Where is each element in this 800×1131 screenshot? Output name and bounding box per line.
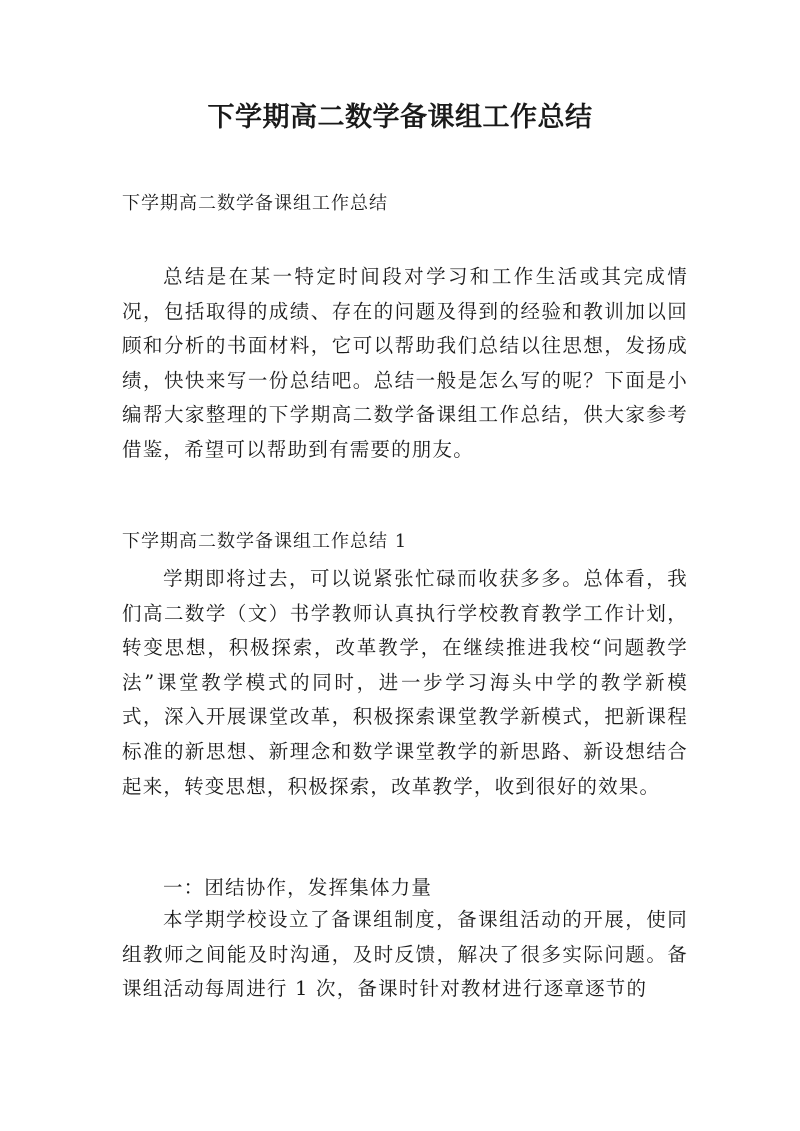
point-1-paragraph: 本学期学校设立了备课组制度，备课组活动的开展，使同组教师之间能及时沟通，及时反馈，解决了很多实际问题。备课组活动每周进行 1 次，备课时针对教材进行逐章逐节的 <box>122 908 688 1001</box>
section-1-paragraph: 学期即将过去，可以说紧张忙碌而收获多多。总体看，我们高二数学（文）书学教师认真执行学校教育教学工作计划，转变思想，积极探索，改革教学，在继续推进我校“问题教学法”课堂教学模式的同时，进一步学习海头中学的教学新模式，深入开展课堂改革，积极探索课堂教学新模式，把新课程标准的新思想、新理念和数学课堂教学的新思路、新设想结合起来，转变思想，积极探索，改革教学，收到很好的效果。 <box>122 567 688 798</box>
document-subtitle: 下学期高二数学备课组工作总结 <box>122 193 388 214</box>
intro-paragraph: 总结是在某一特定时间段对学习和工作生活或其完成情况，包括取得的成绩、存在的问题及得到的经验和教训加以回顾和分析的书面材料，它可以帮助我们总结以往思想，发扬成绩，快快来写一份总结吧。总结一般是怎么写的呢？下面是小编帮大家整理的下学期高二数学备课组工作总结，供大家参考借鉴，希望可以帮助到有需要的朋友。 <box>122 265 688 461</box>
point-1-heading: 一：团结协作，发挥集体力量 <box>162 876 433 899</box>
section-1-heading: 下学期高二数学备课组工作总结 1 <box>122 531 408 552</box>
document-title: 下学期高二数学备课组工作总结 <box>207 102 593 133</box>
